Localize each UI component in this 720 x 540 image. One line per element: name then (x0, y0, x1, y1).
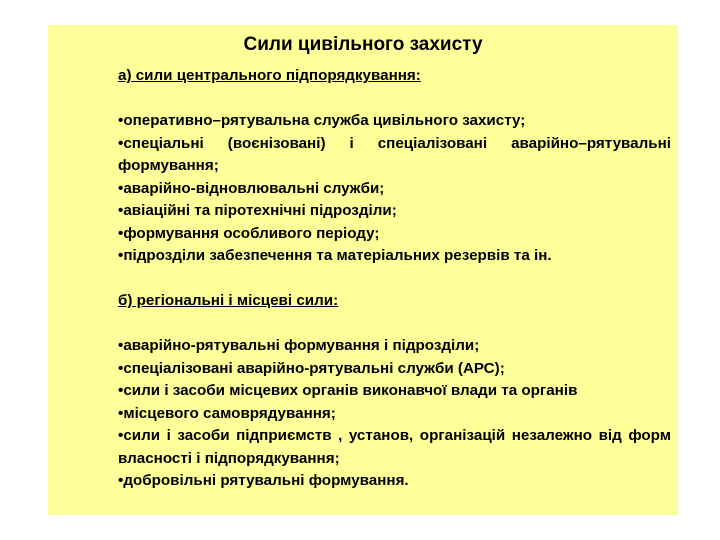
section-b-heading: б) регіональні і місцеві сили: (118, 292, 339, 309)
list-item-text: авіаційні та піротехнічні підрозділи; (123, 202, 397, 219)
content-panel (48, 25, 678, 515)
list-item (118, 110, 671, 133)
list-item (118, 425, 671, 470)
bullet-icon: • (118, 134, 124, 152)
slide-title: Сили цивільного захисту (243, 34, 483, 55)
bullet-icon: • (118, 382, 124, 399)
list-item (118, 358, 671, 381)
bullet-icon: • (118, 202, 124, 219)
bullet-icon: • (118, 359, 124, 377)
list-item (118, 380, 671, 403)
bullet-icon: • (118, 427, 124, 444)
list-item-text: сили і засоби місцевих органів виконавчої влади та органів (123, 382, 578, 399)
section-b-list (118, 335, 671, 493)
list-item (118, 470, 671, 493)
list-item-text: аварійно-рятувальні формування і підрозділи; (123, 337, 480, 354)
section-a-heading: а) сили центрального підпорядкування: (118, 67, 421, 84)
spacer (118, 313, 671, 336)
list-item (118, 178, 671, 201)
list-item-text: добровільні рятувальні формування. (123, 472, 409, 489)
slide-body (118, 65, 671, 493)
list-item-text: оперативно–рятувальна служба цивільного захисту; (123, 112, 526, 129)
section-a-list (118, 110, 671, 268)
bullet-icon: • (118, 112, 124, 129)
bullet-icon: • (118, 404, 124, 422)
bullet-icon: • (118, 337, 124, 354)
list-item (118, 200, 671, 223)
list-item (118, 223, 671, 246)
list-item-text: підрозділи забезпечення та матеріальних резервів та ін. (123, 247, 552, 264)
bullet-icon: • (118, 179, 124, 197)
list-item (118, 245, 671, 268)
bullet-icon: • (118, 224, 124, 242)
list-item (118, 133, 671, 178)
bullet-icon: • (118, 472, 124, 489)
spacer (118, 268, 671, 291)
list-item-text: сили і засоби підприємств , установ, організацій незалежно від форм власності і підпорядкування; (118, 427, 671, 467)
list-item-text: спеціалізовані аварійно-рятувальні служби (АРС); (123, 359, 505, 377)
list-item (118, 335, 671, 358)
bullet-icon: • (118, 247, 124, 264)
spacer (118, 88, 671, 111)
list-item-text: місцевого самоврядування; (123, 404, 336, 422)
list-item-text: аварійно-відновлювальні служби; (123, 179, 385, 197)
list-item (118, 403, 671, 426)
list-item-text: формування особливого періоду; (123, 224, 380, 242)
list-item-text: спеціальні (воєнізовані) і спеціалізовані аварійно–рятувальні формування; (118, 134, 671, 174)
